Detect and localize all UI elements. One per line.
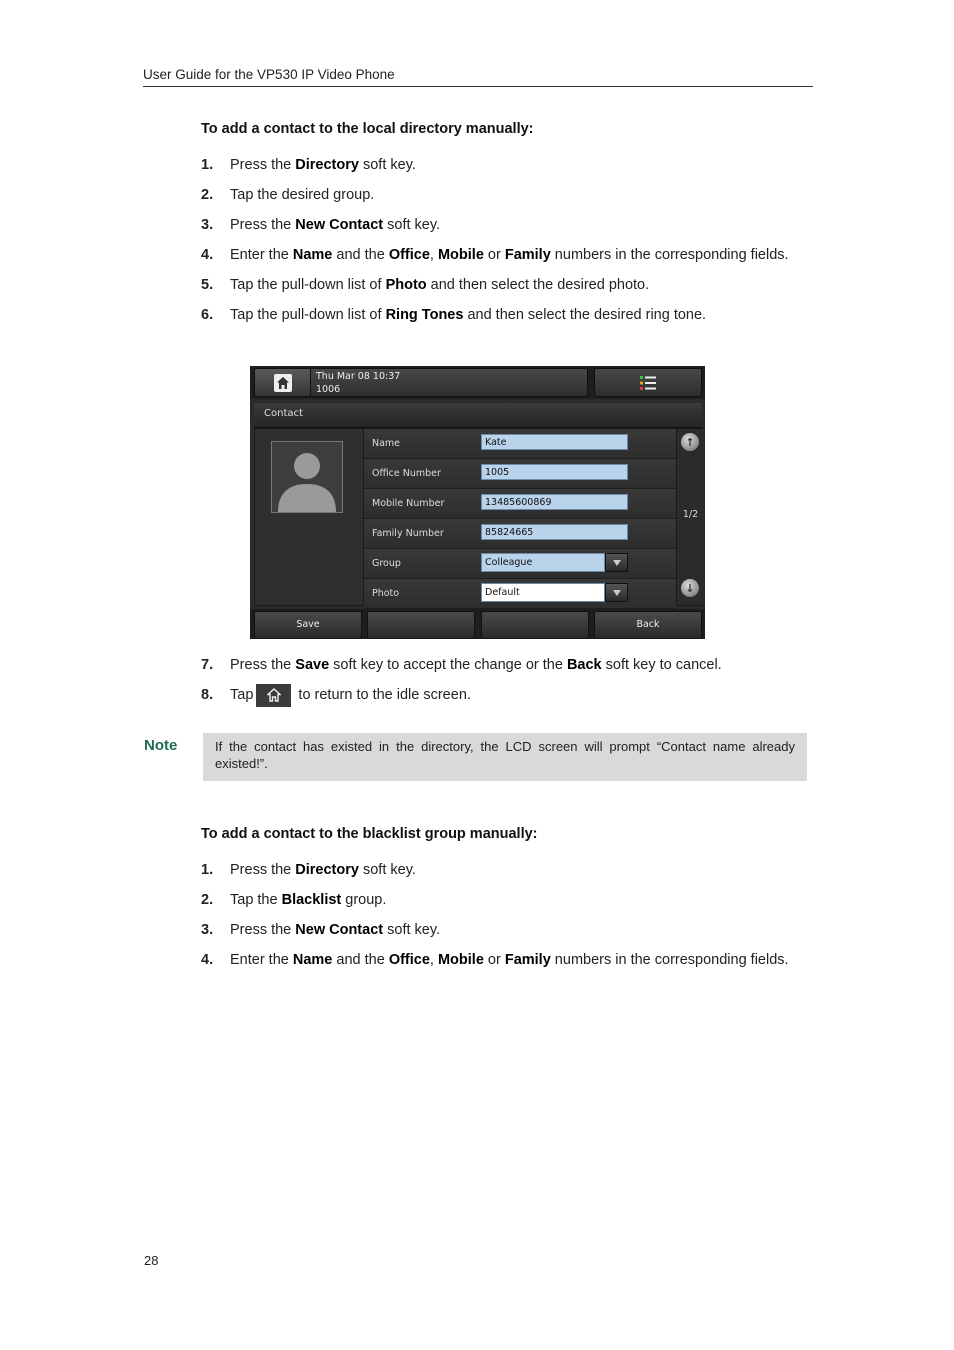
step-keyword: New Contact bbox=[295, 217, 384, 233]
step-keyword: Blacklist bbox=[281, 892, 342, 908]
office-number-input[interactable]: 1005 bbox=[481, 464, 628, 480]
step-keyword: Office bbox=[388, 247, 430, 263]
step-keyword: Back bbox=[566, 657, 602, 673]
field-label: Name bbox=[372, 438, 401, 449]
contact-fields bbox=[364, 429, 676, 609]
phone-screen-title-bar bbox=[254, 403, 702, 428]
group-select[interactable] bbox=[481, 553, 628, 572]
step-keyword: Family bbox=[504, 247, 551, 263]
person-silhouette-icon bbox=[272, 442, 342, 512]
field-row-group bbox=[364, 549, 676, 579]
step-number: 6. bbox=[201, 307, 214, 323]
step-keyword: Name bbox=[292, 952, 333, 968]
phone-scrollbar[interactable] bbox=[676, 429, 704, 605]
back-softkey[interactable]: Back bbox=[594, 611, 702, 639]
step-number: 1. bbox=[201, 862, 214, 878]
step-item: 6. Tap the pull-down list of Ring Tones and then select the desired ring tone. bbox=[201, 303, 791, 328]
phone-menu-button[interactable] bbox=[594, 368, 702, 397]
note-box: If the contact has existed in the directory, the LCD screen will prompt “Contact name already existed!”. bbox=[203, 733, 807, 781]
steps-blacklist bbox=[201, 858, 791, 978]
step-keyword: Office bbox=[388, 952, 430, 968]
steps-local-directory-continued bbox=[201, 653, 791, 683]
step-item: 4. Enter the Name and the Office, Mobile or Family numbers in the corresponding fields. bbox=[201, 243, 791, 268]
step-text-before: Tap bbox=[230, 687, 254, 703]
phone-status-bar bbox=[310, 368, 588, 397]
step-keyword: Ring Tones bbox=[385, 307, 464, 323]
empty-softkey-2[interactable] bbox=[367, 611, 475, 639]
step-8 bbox=[201, 683, 791, 713]
page-indicator: 1/2 bbox=[682, 509, 699, 520]
step-number: 8. bbox=[201, 687, 214, 703]
step-number: 2. bbox=[201, 892, 214, 908]
empty-softkey-3[interactable] bbox=[481, 611, 589, 639]
note-label: Note bbox=[144, 737, 178, 754]
photo-select[interactable] bbox=[481, 583, 628, 602]
field-row-family-number bbox=[364, 519, 676, 549]
page-number: 28 bbox=[144, 1253, 159, 1268]
step-number: 3. bbox=[201, 922, 214, 938]
scroll-down-button[interactable] bbox=[681, 579, 699, 597]
group-dropdown-button[interactable] bbox=[605, 553, 628, 572]
step-keyword: New Contact bbox=[295, 922, 384, 938]
chevron-down-icon bbox=[613, 590, 621, 596]
step-item: 1. Press the Directory soft key. bbox=[201, 153, 791, 178]
step-item: 2. Tap the Blacklist group. bbox=[201, 888, 791, 913]
step-number: 4. bbox=[201, 952, 214, 968]
step-text-after: to return to the idle screen. bbox=[298, 687, 471, 703]
step-keyword: Family bbox=[504, 952, 551, 968]
step-number: 4. bbox=[201, 247, 214, 263]
field-label: Group bbox=[372, 558, 401, 569]
phone-screenshot bbox=[250, 366, 705, 639]
field-row-office-number bbox=[364, 459, 676, 489]
phone-softkeys bbox=[250, 609, 705, 639]
step-keyword: Mobile bbox=[437, 952, 484, 968]
group-select-value: Colleague bbox=[481, 553, 605, 572]
save-softkey[interactable]: Save bbox=[254, 611, 362, 639]
menu-list-icon bbox=[639, 375, 657, 391]
section-title-blacklist: To add a contact to the blacklist group manually: bbox=[201, 826, 538, 842]
step-keyword: Name bbox=[292, 247, 333, 263]
step-item: 3. Press the New Contact soft key. bbox=[201, 213, 791, 238]
field-label: Photo bbox=[372, 588, 400, 599]
step-item: 3. Press the New Contact soft key. bbox=[201, 918, 791, 943]
page-header: User Guide for the VP530 IP Video Phone bbox=[143, 67, 813, 87]
step-number: 5. bbox=[201, 277, 214, 293]
field-label: Family Number bbox=[372, 528, 444, 539]
step-item: 7. Press the Save soft key to accept the change or the Back soft key to cancel. bbox=[201, 653, 791, 678]
family-number-input[interactable]: 85824665 bbox=[481, 524, 628, 540]
field-label: Mobile Number bbox=[372, 498, 445, 509]
phone-extension: 1006 bbox=[316, 384, 341, 395]
phone-screen-title: Contact bbox=[264, 408, 303, 419]
step-number: 2. bbox=[201, 187, 214, 203]
photo-dropdown-button[interactable] bbox=[605, 583, 628, 602]
avatar-panel bbox=[255, 429, 364, 605]
phone-contact-form bbox=[254, 428, 704, 606]
arrow-up-icon: ↑ bbox=[685, 435, 695, 449]
step-item: 5. Tap the pull-down list of Photo and then select the desired photo. bbox=[201, 273, 791, 298]
field-row-name bbox=[364, 429, 676, 459]
step-item bbox=[201, 683, 791, 708]
scroll-up-button[interactable] bbox=[681, 433, 699, 451]
section-title-local-directory: To add a contact to the local directory manually: bbox=[201, 121, 534, 137]
phone-home-button[interactable] bbox=[254, 368, 311, 397]
step-item: 1. Press the Directory soft key. bbox=[201, 858, 791, 883]
field-row-photo bbox=[364, 579, 676, 609]
home-icon bbox=[256, 684, 291, 707]
phone-top-bar bbox=[250, 366, 705, 399]
field-row-mobile-number bbox=[364, 489, 676, 519]
step-keyword: Mobile bbox=[437, 247, 484, 263]
step-keyword: Photo bbox=[385, 277, 427, 293]
mobile-number-input[interactable]: 13485600869 bbox=[481, 494, 628, 510]
photo-select-value: Default bbox=[481, 583, 605, 602]
step-number: 1. bbox=[201, 157, 214, 173]
chevron-down-icon bbox=[613, 560, 621, 566]
steps-local-directory bbox=[201, 153, 791, 333]
phone-datetime: Thu Mar 08 10:37 bbox=[316, 371, 401, 382]
step-item: 2. Tap the desired group. bbox=[201, 183, 791, 208]
step-number: 7. bbox=[201, 657, 214, 673]
field-label: Office Number bbox=[372, 468, 441, 479]
step-keyword: Save bbox=[295, 657, 330, 673]
step-number: 3. bbox=[201, 217, 214, 233]
name-input[interactable]: Kate bbox=[481, 434, 628, 450]
step-keyword: Directory bbox=[295, 862, 359, 878]
home-icon bbox=[274, 374, 292, 392]
step-item: 4. Enter the Name and the Office, Mobile or Family numbers in the corresponding fields. bbox=[201, 948, 791, 973]
arrow-down-icon: ↓ bbox=[685, 581, 695, 595]
contact-avatar[interactable] bbox=[271, 441, 343, 513]
step-keyword: Directory bbox=[295, 157, 359, 173]
